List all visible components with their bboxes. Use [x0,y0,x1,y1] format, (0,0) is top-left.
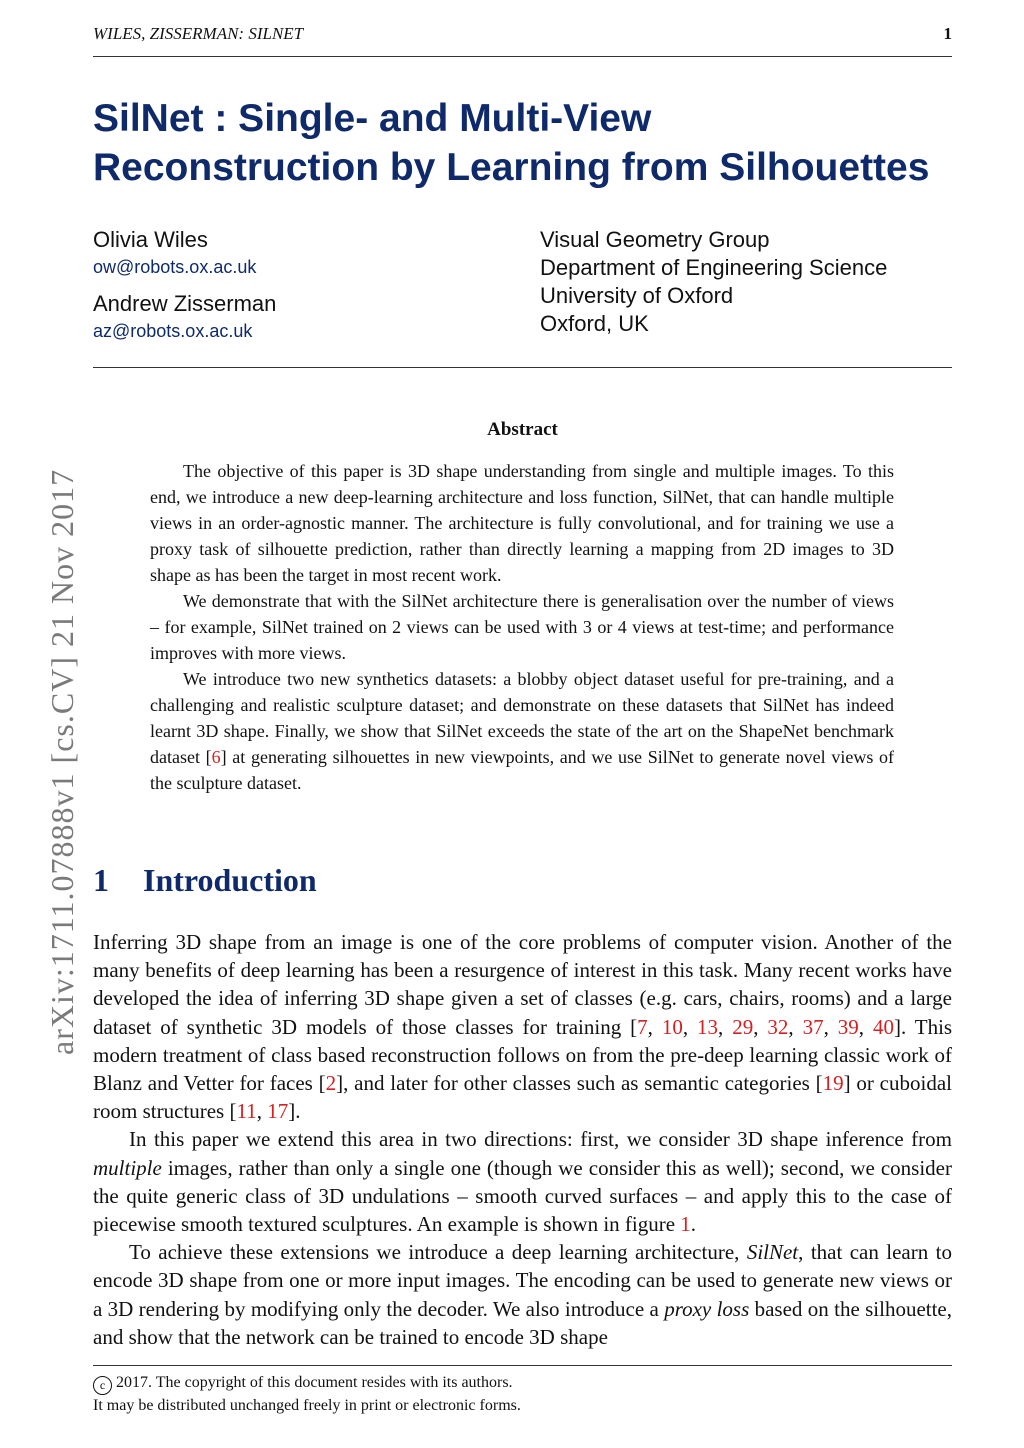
emphasis: SilNet [746,1240,799,1265]
intro-paragraph [93,928,952,1125]
citation-link[interactable]: 6 [211,747,221,767]
author-email-link[interactable]: ow@robots.ox.ac.uk [93,257,257,277]
section-title: Introduction [143,862,317,898]
citation-link[interactable]: 2 [325,1071,337,1096]
text-run: , that can learn to encode 3D shape from one or more input images. The encoding can be used to generate new views or a 3D rendering by modifying only the decoder. We also introduce a [93,1240,952,1321]
emphasis: proxy loss [664,1296,750,1321]
page-number: 1 [943,24,952,43]
text-run: ]. [288,1099,301,1124]
separator: , [788,1014,803,1039]
running-header [93,22,952,57]
affiliation-line: University of Oxford [540,283,734,308]
separator: , [647,1014,662,1039]
citation-link[interactable]: 37 [802,1014,824,1039]
title-divider [93,367,952,368]
separator: , [858,1014,873,1039]
abstract-paragraph [150,666,894,796]
citation-link[interactable]: 19 [822,1071,844,1096]
citation-link[interactable]: 10 [661,1014,683,1039]
affiliation-line: Visual Geometry Group [540,227,770,252]
abstract-body [150,458,894,796]
footnote-line [93,1372,952,1395]
affiliation-line: Department of Engineering Science [540,255,888,280]
separator: , [256,1099,268,1124]
introduction-body [93,928,952,1351]
text-run: ], and later for other classes such as semantic categories [ [336,1071,823,1096]
footnote-text: 2017. The copyright of this document resides with its authors. [116,1374,513,1391]
citation-link[interactable]: 39 [837,1014,859,1039]
section-heading [93,862,317,899]
intro-paragraph [93,1238,952,1351]
affiliation-line: Oxford, UK [540,311,649,336]
paper-title [93,94,973,192]
section-number: 1 [93,862,109,898]
figure-link[interactable]: 1 [680,1212,691,1237]
arxiv-stamp: arXiv:1711.07888v1 [cs.CV] 21 Nov 2017 [44,468,80,1055]
abstract-paragraph: We demonstrate that with the SilNet architecture there is generalisation over the number of views – for example, SilNet trained on 2 views can be used with 3 or 4 views at test-time; and performance improves with more views. [150,591,894,663]
affiliation-block [540,226,960,338]
author-name: Olivia Wiles [93,227,208,252]
text-run: ]. This modern treatment of class based reconstruction follows on from the pre-deep learning classic work of Blanz and Vetter for faces [ [93,1014,953,1096]
text-run: We introduce two new synthetics datasets: a blobby object dataset useful for pre-training, and a challenging and realistic sculpture dataset; and demonstrate on these datasets that SilNet has indeed learnt 3D shape. Finally, we show that SilNet exceeds the state of the art on the ShapeNet benchmark dataset [ [150,669,894,767]
text-run: ] at generating silhouettes in new viewpoints, and we use SilNet to generate novel views of the sculpture dataset. [150,747,894,793]
citation-link[interactable]: 11 [236,1099,257,1124]
separator: , [718,1014,733,1039]
author-email-link[interactable]: az@robots.ox.ac.uk [93,321,253,341]
footnote-divider [93,1365,952,1366]
citation-link[interactable]: 32 [767,1014,789,1039]
author-block [93,226,533,354]
author-name: Andrew Zisserman [93,291,277,316]
text-run: images, rather than only a single one (though we consider this as well); second, we consider the quite generic class of 3D undulations – smooth curved surfaces – and apply this to the case of piecewise smooth textured sculptures. An example is shown in figure [93,1155,952,1237]
text-run: In this paper we extend this area in two directions: first, we consider 3D shape inference from [129,1127,952,1152]
citation-link[interactable]: 7 [637,1014,648,1039]
abstract-paragraph: The objective of this paper is 3D shape understanding from single and multiple images. To this end, we introduce a new deep-learning architecture and loss function, SilNet, that can handle multiple views in an order-agnostic manner. The architecture is fully convolutional, and for training we use a proxy task of silhouette prediction, rather than directly learning a mapping from 2D images to 3D shape as has been the target in most recent work. [150,461,894,585]
abstract-heading: Abstract [487,419,558,440]
running-title: WILES, ZISSERMAN: SILNET [93,24,304,43]
copyright-footnote [93,1372,952,1417]
separator: , [682,1014,698,1039]
title-line-1: SilNet : Single- and Multi-View [93,97,652,140]
citation-link[interactable]: 13 [697,1014,719,1039]
title-line-2: Reconstruction by Learning from Silhouettes [93,146,930,189]
citation-link[interactable]: 29 [732,1014,754,1039]
text-run: based on the silhouette, and show that the network can be trained to encode 3D shape [93,1296,953,1349]
text-run: Inferring 3D shape from an image is one of the core problems of computer vision. Another of the many benefits of deep learning has been a resurgence of interest in this task. Many recent works have developed the idea of inferring 3D shape given a set of classes (e.g. cars, chairs, rooms) and a large dataset of synthetic 3D models of those classes for training [ [93,930,952,1039]
copyright-icon: c [93,1376,112,1395]
text-run: ] or cuboidal room structures [ [93,1071,952,1124]
separator: , [753,1014,768,1039]
text-run: . [690,1212,697,1237]
emphasis: multiple [93,1155,162,1180]
footnote-line: It may be distributed unchanged freely in print or electronic forms. [93,1397,521,1414]
intro-paragraph [93,1125,952,1238]
separator: , [823,1014,838,1039]
citation-link[interactable]: 40 [872,1014,894,1039]
text-run: To achieve these extensions we introduce a deep learning architecture, [129,1240,747,1265]
citation-link[interactable]: 17 [267,1099,289,1124]
